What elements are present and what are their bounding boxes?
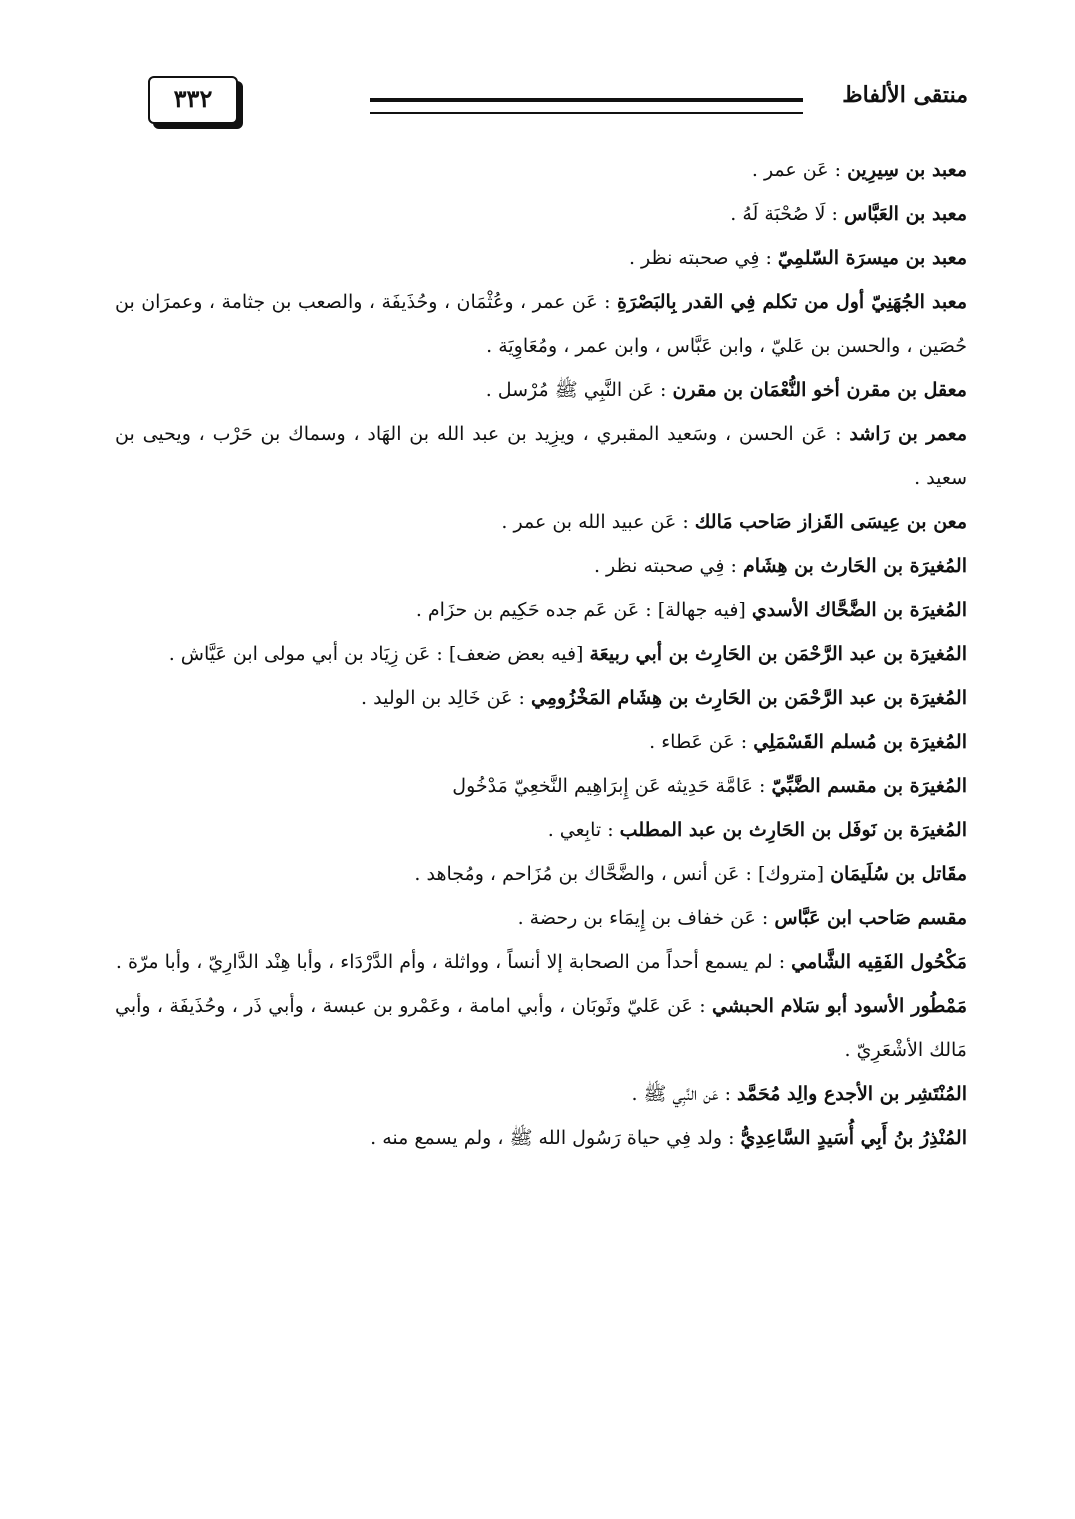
entry	[115, 1072, 967, 1116]
entry-description: : لَا صُحْبَة لَهُ .	[730, 203, 845, 225]
entry-name: المُغيرَة بن مقسم الضَّبِّيّ	[771, 775, 967, 797]
entry-description: : عَن خَالِد بن الوليد .	[361, 687, 531, 709]
entry-description: : عَن خفاف بن إِيمَاء بن رحضة .	[517, 907, 775, 929]
page-number: ٣٣٢	[173, 84, 213, 113]
entry-name: المُغيرَة بن مُسلم القَسْمَلِي	[753, 731, 967, 753]
entry	[115, 148, 967, 192]
entry	[115, 808, 967, 852]
page-number-box	[148, 76, 238, 124]
entry	[115, 676, 967, 720]
entry	[115, 412, 967, 500]
entry-description: [فيه بعض ضعف] : عَن زِيَاد بن أبي مولى ابن عَيَّاش .	[168, 643, 590, 665]
entry-name: معبد بن سِيرِين	[847, 159, 967, 181]
entry-name: معبد بن العَبَّاس	[844, 203, 967, 225]
entry	[115, 764, 967, 808]
entry-name: معن بن عِيسَى القَزاز صَاحب مَالك	[694, 511, 967, 533]
entry-name: مقَاتل بن سُلَيمَان	[830, 863, 967, 885]
entry-name: المُنْتَشِر بن الأجدع والِد مُحَمَّد	[737, 1083, 967, 1105]
entry-name: المُغيرَة بن الضَّحَّاك الأسدي	[751, 599, 967, 621]
entry	[115, 192, 967, 236]
entry-name: معبد بن ميسرَة السّلمِيّ	[777, 247, 967, 269]
entry-description: : ولد فِي حياة رَسُول الله ﷺ ، ولم يسمع منه .	[370, 1127, 741, 1149]
entry-name: مَمْطُور الأسود أبو سَلام الحبشي	[712, 995, 968, 1017]
entry-description: : عَن عَطاء .	[649, 731, 754, 753]
entry-name: المُغيرَة بن الحَارث بن هِشَام	[742, 555, 967, 577]
entry-name: المُغيرَة بن عبد الرَّحْمَن بن الحَارِث بن هِشَام المَخْزُومِي	[530, 687, 967, 709]
entry-name: مقسم صَاحب ابن عَبَّاس	[774, 907, 967, 929]
entry-description: : عَن الحسن ، وسَعيد المقبري ، ويزِيد بن عبد الله بن الهَاد ، وسماك بن حَرْب ، ويحيى بن سعيد .	[115, 423, 967, 489]
entry-description: [فيه جهالة] : عَن عَم جده حَكِيم بن حزَام .	[415, 599, 752, 621]
entry	[115, 588, 967, 632]
entry-description: : عَن عبيد الله بن عمر .	[501, 511, 695, 533]
entry	[115, 940, 967, 984]
entry	[115, 984, 967, 1072]
entry-name: المُغيرَة بن نَوفَل بن الحَارِث بن عبد المطلب	[619, 819, 967, 841]
entry	[115, 500, 967, 544]
entry-name: معقل بن مقرن أخو النُّعْمَان بن مقرن	[672, 379, 967, 401]
entry-description: : فِي صحبته نظر .	[628, 247, 778, 269]
entry	[115, 720, 967, 764]
entry-name: معبد الجُهَنِيّ أول من تكلم فِي القدر بِالبَصْرَةِ	[617, 291, 967, 313]
entry-description: : لم يسمع أحداً من الصحابة إلا أنساً ، وواثلة ، وأم الدَّرْدَاء ، وأبا هِنْد الدَّارِيّ ، وأبا مرّة .	[115, 951, 792, 973]
main-text	[115, 148, 967, 1160]
entry-name: المُغيرَة بن عبد الرَّحْمَن بن الحَارِث بن أبي ربيعَة	[589, 643, 967, 665]
entry-description: : عَامَّة حَدِيثه عَن إِبرَاهِيم النَّخعِيّ مَدْخُول	[452, 775, 772, 797]
page-header	[108, 68, 968, 132]
entry	[115, 280, 967, 368]
entry	[115, 544, 967, 588]
entry-description: [متروك] : عَن أنس ، والضَّحَّاك بن مُزَاحم ، ومُجاهد .	[414, 863, 831, 885]
running-title: منتقى الألفاظ	[842, 82, 968, 108]
entry-description: : عَن عمر .	[751, 159, 848, 181]
entry	[115, 236, 967, 280]
entry	[115, 1116, 967, 1160]
entry-description: : عَن عمر ، وعُثْمَان ، وحُذَيفَة ، والصعب بن جثامة ، وعمرَان بن حُصَين ، والحسن بن عَليّ ، وابن عَبَّاس ، وابن عمر ، ومُعَاوِيَة .	[115, 291, 967, 357]
entry-description: : عَن النَّبِي ﷺ مُرْسل .	[485, 379, 673, 401]
entry	[115, 852, 967, 896]
header-rule	[370, 98, 803, 114]
entry-description: : عَن عَليّ وثَوبَان ، وأبي امامة ، وعَمْرو بن عبسة ، وأبي ذَر ، وحُذَيفَة ، وأبي مَالك الأشْعَرِيّ .	[115, 995, 967, 1061]
entry-name: المُنْذِرُ بنُ أَبِي أُسَيدٍ السَّاعِدِيُّ	[740, 1127, 967, 1149]
entry-description: : تابِعي .	[547, 819, 620, 841]
entry	[115, 632, 967, 676]
entry-description: : فِي صحبته نظر .	[593, 555, 743, 577]
entry	[115, 896, 967, 940]
entry-description: : عَن النَّبِي ﷺ .	[631, 1083, 738, 1105]
entry	[115, 368, 967, 412]
entry-name: معمر بن رَاشد	[849, 423, 968, 445]
entry-name: مَكْحُول الفَقِيه الشَّامي	[791, 951, 967, 973]
